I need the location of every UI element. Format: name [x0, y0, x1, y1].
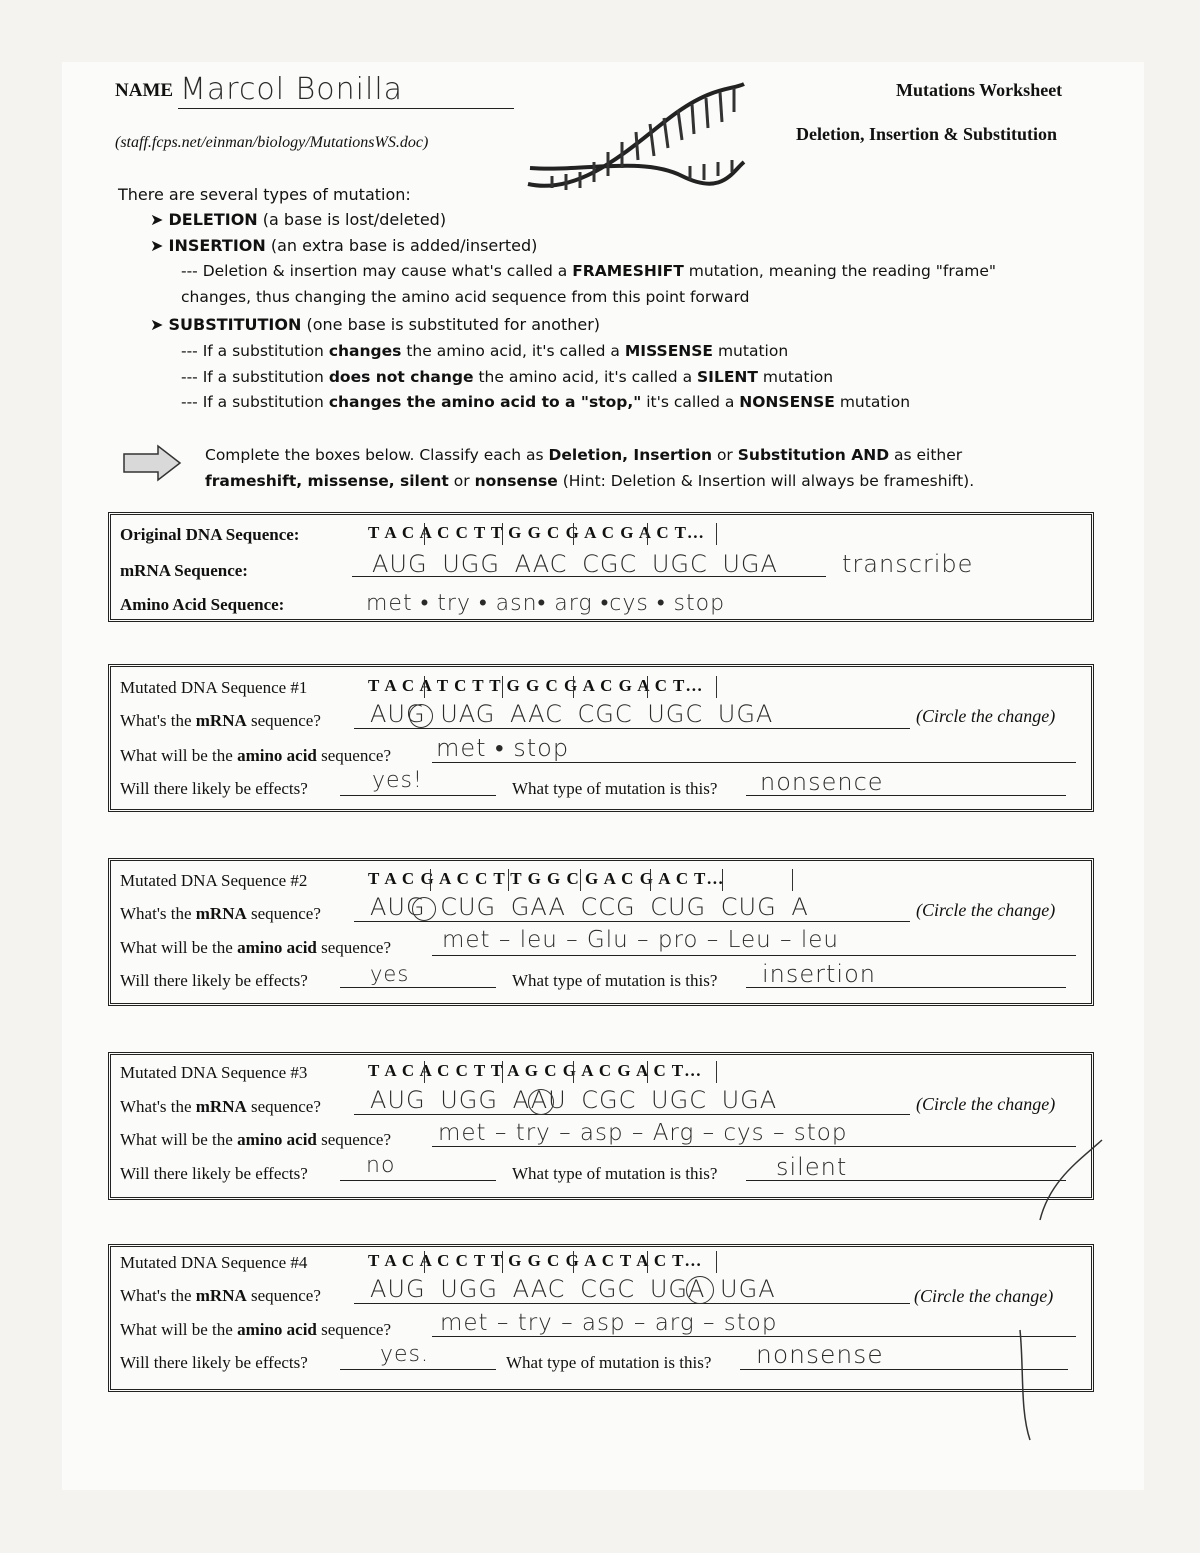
- dna-helix-icon: [522, 76, 750, 208]
- original-mrna-label: mRNA Sequence:: [120, 561, 248, 580]
- mutation-4-label: Mutated DNA Sequence #4: [120, 1253, 308, 1272]
- mutation-2-aa-question: What will be the amino acid sequence?: [120, 938, 391, 957]
- mutation-1-effects-line: [340, 795, 496, 796]
- mutation-1-dna: T A C A T C T T G G C G A C G A C T…: [368, 676, 704, 695]
- mutation-4-type-answer[interactable]: nonsense: [756, 1340, 884, 1369]
- substitution-item: ➤ SUBSTITUTION (one base is substituted for another): [150, 315, 601, 334]
- mutation-1-mrna-line: [354, 728, 910, 729]
- mutation-2-type-answer[interactable]: insertion: [762, 960, 876, 988]
- transcribe-note: transcribe: [842, 550, 974, 578]
- mutation-4-circle-note: (Circle the change): [914, 1286, 1054, 1306]
- mutation-1-type-question: What type of mutation is this?: [512, 779, 718, 798]
- mutation-2-dna: T A C G A C C T T G G C G A C G A C T…: [368, 869, 725, 888]
- mutation-4-effects-answer[interactable]: yes.: [380, 1342, 430, 1367]
- pen-marks-decoration: [1010, 1130, 1120, 1460]
- silent-line: --- If a substitution does not change the amino acid, it's called a SILENT mutation: [181, 368, 834, 386]
- mutation-1-aa-question: What will be the amino acid sequence?: [120, 746, 391, 765]
- mutation-3-effects-line: [340, 1180, 496, 1181]
- intro-lead: There are several types of mutation:: [118, 185, 411, 204]
- source-url: (staff.fcps.net/einman/biology/MutationsWS.doc): [115, 134, 429, 151]
- mutation-3-aa-answer[interactable]: met – try – asp – Arg – cys – stop: [438, 1120, 848, 1146]
- worksheet-title: Mutations Worksheet: [896, 80, 1063, 100]
- mutation-2-mrna-answer[interactable]: AUG CUG GAA CCG CUG CUG A: [370, 893, 809, 921]
- instructions-line-1: Complete the boxes below. Classify each as Deletion, Insertion or Substitution AND as either: [205, 446, 963, 464]
- mutation-3-dna: T A C A C C T T A G C G A C G A C T…: [368, 1061, 703, 1080]
- nonsense-line: --- If a substitution changes the amino acid to a "stop," it's called a NONSENSE mutation: [181, 393, 911, 411]
- mutation-1-aa-line: [432, 762, 1076, 763]
- mutation-2-effects-line: [340, 987, 496, 988]
- mutation-2-mrna-question: What's the mRNA sequence?: [120, 904, 321, 923]
- worksheet-subtitle: Deletion, Insertion & Substitution: [796, 124, 1058, 144]
- arrow-right-icon: [122, 444, 182, 482]
- mutation-2-circle-note: (Circle the change): [916, 900, 1056, 920]
- mutation-3-label: Mutated DNA Sequence #3: [120, 1063, 308, 1082]
- mutation-3-mrna-answer[interactable]: AUG UGG AAU CGC UGC UGA: [370, 1086, 778, 1114]
- original-dna-sequence: T A C A C C T T G G C G A C G A C T…: [368, 523, 705, 542]
- missense-line: --- If a substitution changes the amino acid, it's called a MISSENSE mutation: [181, 342, 789, 360]
- name-label: NAME: [115, 80, 174, 101]
- original-aa-answer[interactable]: met • try • asn• arg •cys • stop: [366, 591, 726, 616]
- original-mrna-answer[interactable]: AUG UGG AAC CGC UGC UGA: [372, 550, 778, 578]
- frameshift-line-2: changes, thus changing the amino acid sequence from this point forward: [181, 288, 750, 306]
- mutation-3-aa-question: What will be the amino acid sequence?: [120, 1130, 391, 1149]
- name-value[interactable]: Marcol Bonilla: [180, 72, 404, 107]
- mutation-3-effects-answer[interactable]: no: [366, 1153, 396, 1178]
- mutation-3-mrna-line: [354, 1114, 910, 1115]
- mutation-1-label: Mutated DNA Sequence #1: [120, 678, 308, 697]
- mutation-4-effects-question: Will there likely be effects?: [120, 1353, 308, 1372]
- mutation-1-effects-answer[interactable]: yes!: [372, 768, 423, 793]
- mutation-1-type-line: [746, 795, 1066, 796]
- mutation-2-aa-answer[interactable]: met – leu – Glu – pro – Leu – leu: [442, 927, 839, 953]
- mutation-3-circle-note: (Circle the change): [916, 1094, 1056, 1114]
- mutation-4-type-question: What type of mutation is this?: [506, 1353, 712, 1372]
- mutation-1-change-circle: [409, 704, 433, 728]
- mutation-2-aa-line: [432, 955, 1076, 956]
- mutation-2-mrna-line: [354, 921, 910, 922]
- mutation-4-mrna-question: What's the mRNA sequence?: [120, 1286, 321, 1305]
- mutation-3-type-question: What type of mutation is this?: [512, 1164, 718, 1183]
- mutation-1-mrna-answer[interactable]: AUG UAG AAC CGC UGC UGA: [370, 700, 774, 728]
- mutation-4-aa-question: What will be the amino acid sequence?: [120, 1320, 391, 1339]
- mutation-1-aa-answer[interactable]: met • stop: [436, 734, 570, 762]
- mutation-2-label: Mutated DNA Sequence #2: [120, 871, 308, 890]
- mutation-3-mrna-question: What's the mRNA sequence?: [120, 1097, 321, 1116]
- mutation-2-effects-question: Will there likely be effects?: [120, 971, 308, 990]
- deletion-item: ➤ DELETION (a base is lost/deleted): [150, 210, 447, 229]
- name-line: [178, 108, 514, 109]
- original-dna-label: Original DNA Sequence:: [120, 525, 300, 544]
- mutation-4-effects-line: [340, 1369, 496, 1370]
- mutation-4-dna: T A C A C C T T G G C G A C T A C T…: [368, 1251, 703, 1270]
- insertion-item: ➤ INSERTION (an extra base is added/inserted): [150, 236, 538, 255]
- mutation-2-type-question: What type of mutation is this?: [512, 971, 718, 990]
- mutation-4-mrna-answer[interactable]: AUG UGG AAC CGC UGA UGA: [370, 1275, 776, 1303]
- mutation-1-type-answer[interactable]: nonsence: [760, 768, 884, 796]
- mutation-2-effects-answer[interactable]: yes: [370, 962, 410, 986]
- mutation-2-change-circle: [412, 897, 436, 921]
- mutation-3-change-circle: [528, 1089, 554, 1115]
- mutation-4-aa-line: [432, 1336, 1076, 1337]
- mutation-4-aa-answer[interactable]: met – try – asp – arg – stop: [440, 1310, 778, 1336]
- mutation-3-aa-line: [432, 1146, 1076, 1147]
- mutation-3-effects-question: Will there likely be effects?: [120, 1164, 308, 1183]
- mutation-3-type-answer[interactable]: silent: [776, 1153, 848, 1181]
- original-mrna-line: [352, 576, 826, 577]
- mutation-1-circle-note: (Circle the change): [916, 706, 1056, 726]
- instructions-line-2: frameshift, missense, silent or nonsense (Hint: Deletion & Insertion will always be frameshift).: [205, 472, 975, 490]
- original-aa-label: Amino Acid Sequence:: [120, 595, 285, 614]
- mutation-1-mrna-question: What's the mRNA sequence?: [120, 711, 321, 730]
- mutation-2-type-line: [746, 987, 1066, 988]
- mutation-4-change-circle: [686, 1276, 714, 1304]
- frameshift-line: --- Deletion & insertion may cause what's called a FRAMESHIFT mutation, meaning the reading "frame": [181, 262, 997, 280]
- mutation-4-mrna-line: [354, 1303, 910, 1304]
- mutation-1-effects-question: Will there likely be effects?: [120, 779, 308, 798]
